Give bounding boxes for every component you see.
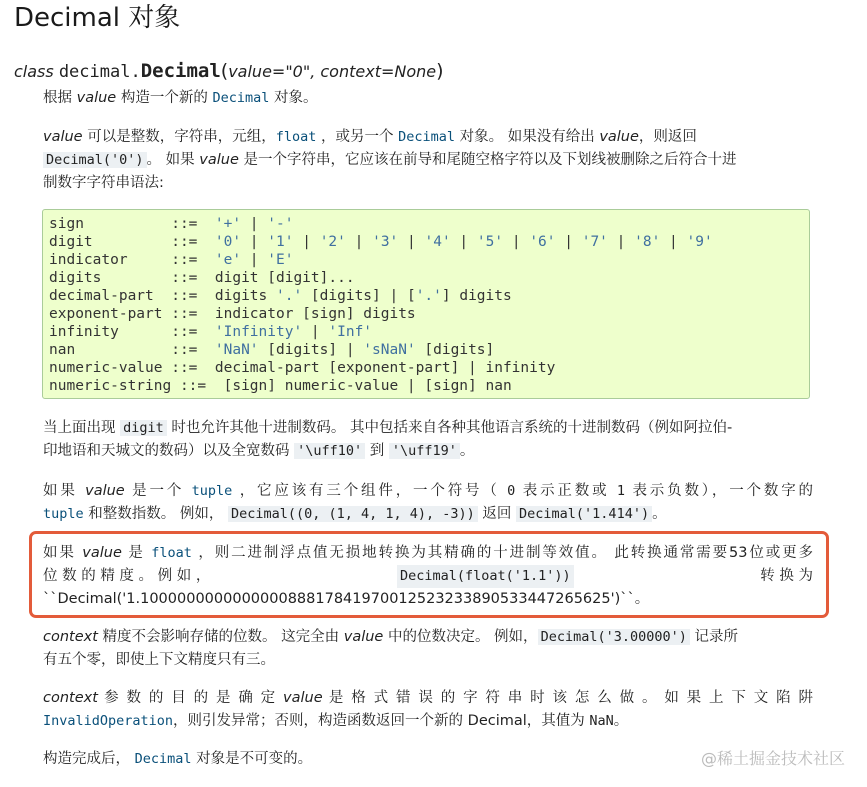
paragraph-4: 如果 value 是一个 tuple ，它应该有三个组件，一个符号（ 0 表示正数或 1 表示负数），一个数字的 tuple 和整数指数。 例如， Decimal((0, (1, 4, 1, 4), -3)) 返回 Decimal('1.414') 。 [43,483,814,522]
decimal-link[interactable]: Decimal [398,129,455,145]
grammar-pre [43,210,809,400]
grammar-line: digit ::= '0' | '1' | '2' | '3' | '4' | '5' | '6' | '7' | '8' | '9' [49,234,713,250]
example-code: Decimal((0, (1, 4, 1, 4), -3)) [228,506,478,522]
float-link[interactable]: float [151,545,192,561]
watermark: @稀土掘金技术社区 [700,749,845,768]
grammar-line: digits ::= digit [digit]... [49,270,355,286]
invalid-operation-link[interactable]: InvalidOperation [43,713,174,729]
tuple-link[interactable]: tuple [191,483,233,499]
close-paren: ) [436,60,444,82]
float-link[interactable]: float [275,129,317,145]
grammar-line: infinity ::= 'Infinity' | 'Inf' [49,324,373,340]
uff19-code: '\uff19' [389,443,460,459]
signature-params: value="0", context=None [228,62,437,81]
float-example-code: Decimal(float('1.1')) [397,565,574,588]
result-code: Decimal('1.414') [516,506,652,522]
page-title: Decimal 对象 [14,3,181,33]
grammar-line: numeric-value ::= decimal-part [exponent-part] | infinity [49,360,556,376]
digit-code: digit [120,420,167,436]
module-name: decimal. [58,62,141,82]
grammar-line: numeric-string ::= [sign] numeric-value | [sign] nan [49,378,512,394]
class-keyword: class [14,62,54,81]
tuple-link[interactable]: tuple [43,506,84,522]
open-paren: ( [220,60,229,82]
paragraph-8: 构造完成后， Decimal 对象是不可变的。 [43,751,313,767]
paragraph-7: context 参 数 的 目 的 是 确 定 value 是 格 式 错 误 的 字 符 串 时 该 怎 么 做 。 如 果 上 下 文 陷 阱 InvalidOperation，则引发异常；否则，构造函数返回一个新的 Decimal，其值为 NaN。 [43,690,813,729]
grammar-line: indicator ::= 'e' | 'E' [49,252,294,268]
grammar-line: sign ::= '+' | '-' [49,216,294,232]
decimal-link[interactable]: Decimal [212,90,270,106]
grammar-code-block [42,209,810,399]
decimal-zero-code: Decimal('0') [43,152,147,168]
paragraph-3: 当上面出现 digit 时也允许其他十进制数码。 其中包括来自各种其他语言系统的十进制数码（例如阿拉伯- 印地语和天城文的数码）以及全宽数码 '\uff10' 到 '\uff19' 。 [43,420,733,459]
grammar-line: decimal-part ::= digits '.' [digits] | ['.'] digits [49,288,512,304]
value-term: value [76,90,117,106]
paragraph-1: 根据 value 构造一个新的 Decimal 对象。 [43,90,318,106]
paragraph-5: 如果 value 是 float ，则二进制浮点值无损地转换为其精确的十进制等效值。 此转换通常需要53位或更多 位 数 的 精 度 。 例 如 ， Decimal(float('1.1')) 转 换 为 ``Decimal('1.100000000000000088817841970012523233890533447265625')``。 [43,545,814,607]
paragraph-6: context 精度不会影响存储的位数。 这完全由 value 中的位数决定。 例如， Decimal('3.00000') 记录所 有五个零，即使上下文精度只有三。 [43,629,738,668]
uff10-code: '\uff10' [294,443,365,459]
grammar-line: exponent-part ::= indicator [sign] digits [49,306,416,322]
class-name: Decimal [140,60,221,82]
class-signature [14,60,444,82]
grammar-line: nan ::= 'NaN' [digits] | 'sNaN' [digits] [49,342,495,358]
decimal-link[interactable]: Decimal [134,751,192,767]
paragraph-2: value 可以是整数，字符串，元组，float ，或另一个 Decimal 对象。 如果没有给出 value，则返回 Decimal('0') 。 如果 value 是一个字符串，它应该在前导和尾随空格字符以及下划线被删除之后符合十进 制数字字符串语法: [43,129,737,191]
example-code: Decimal('3.00000') [538,629,690,645]
